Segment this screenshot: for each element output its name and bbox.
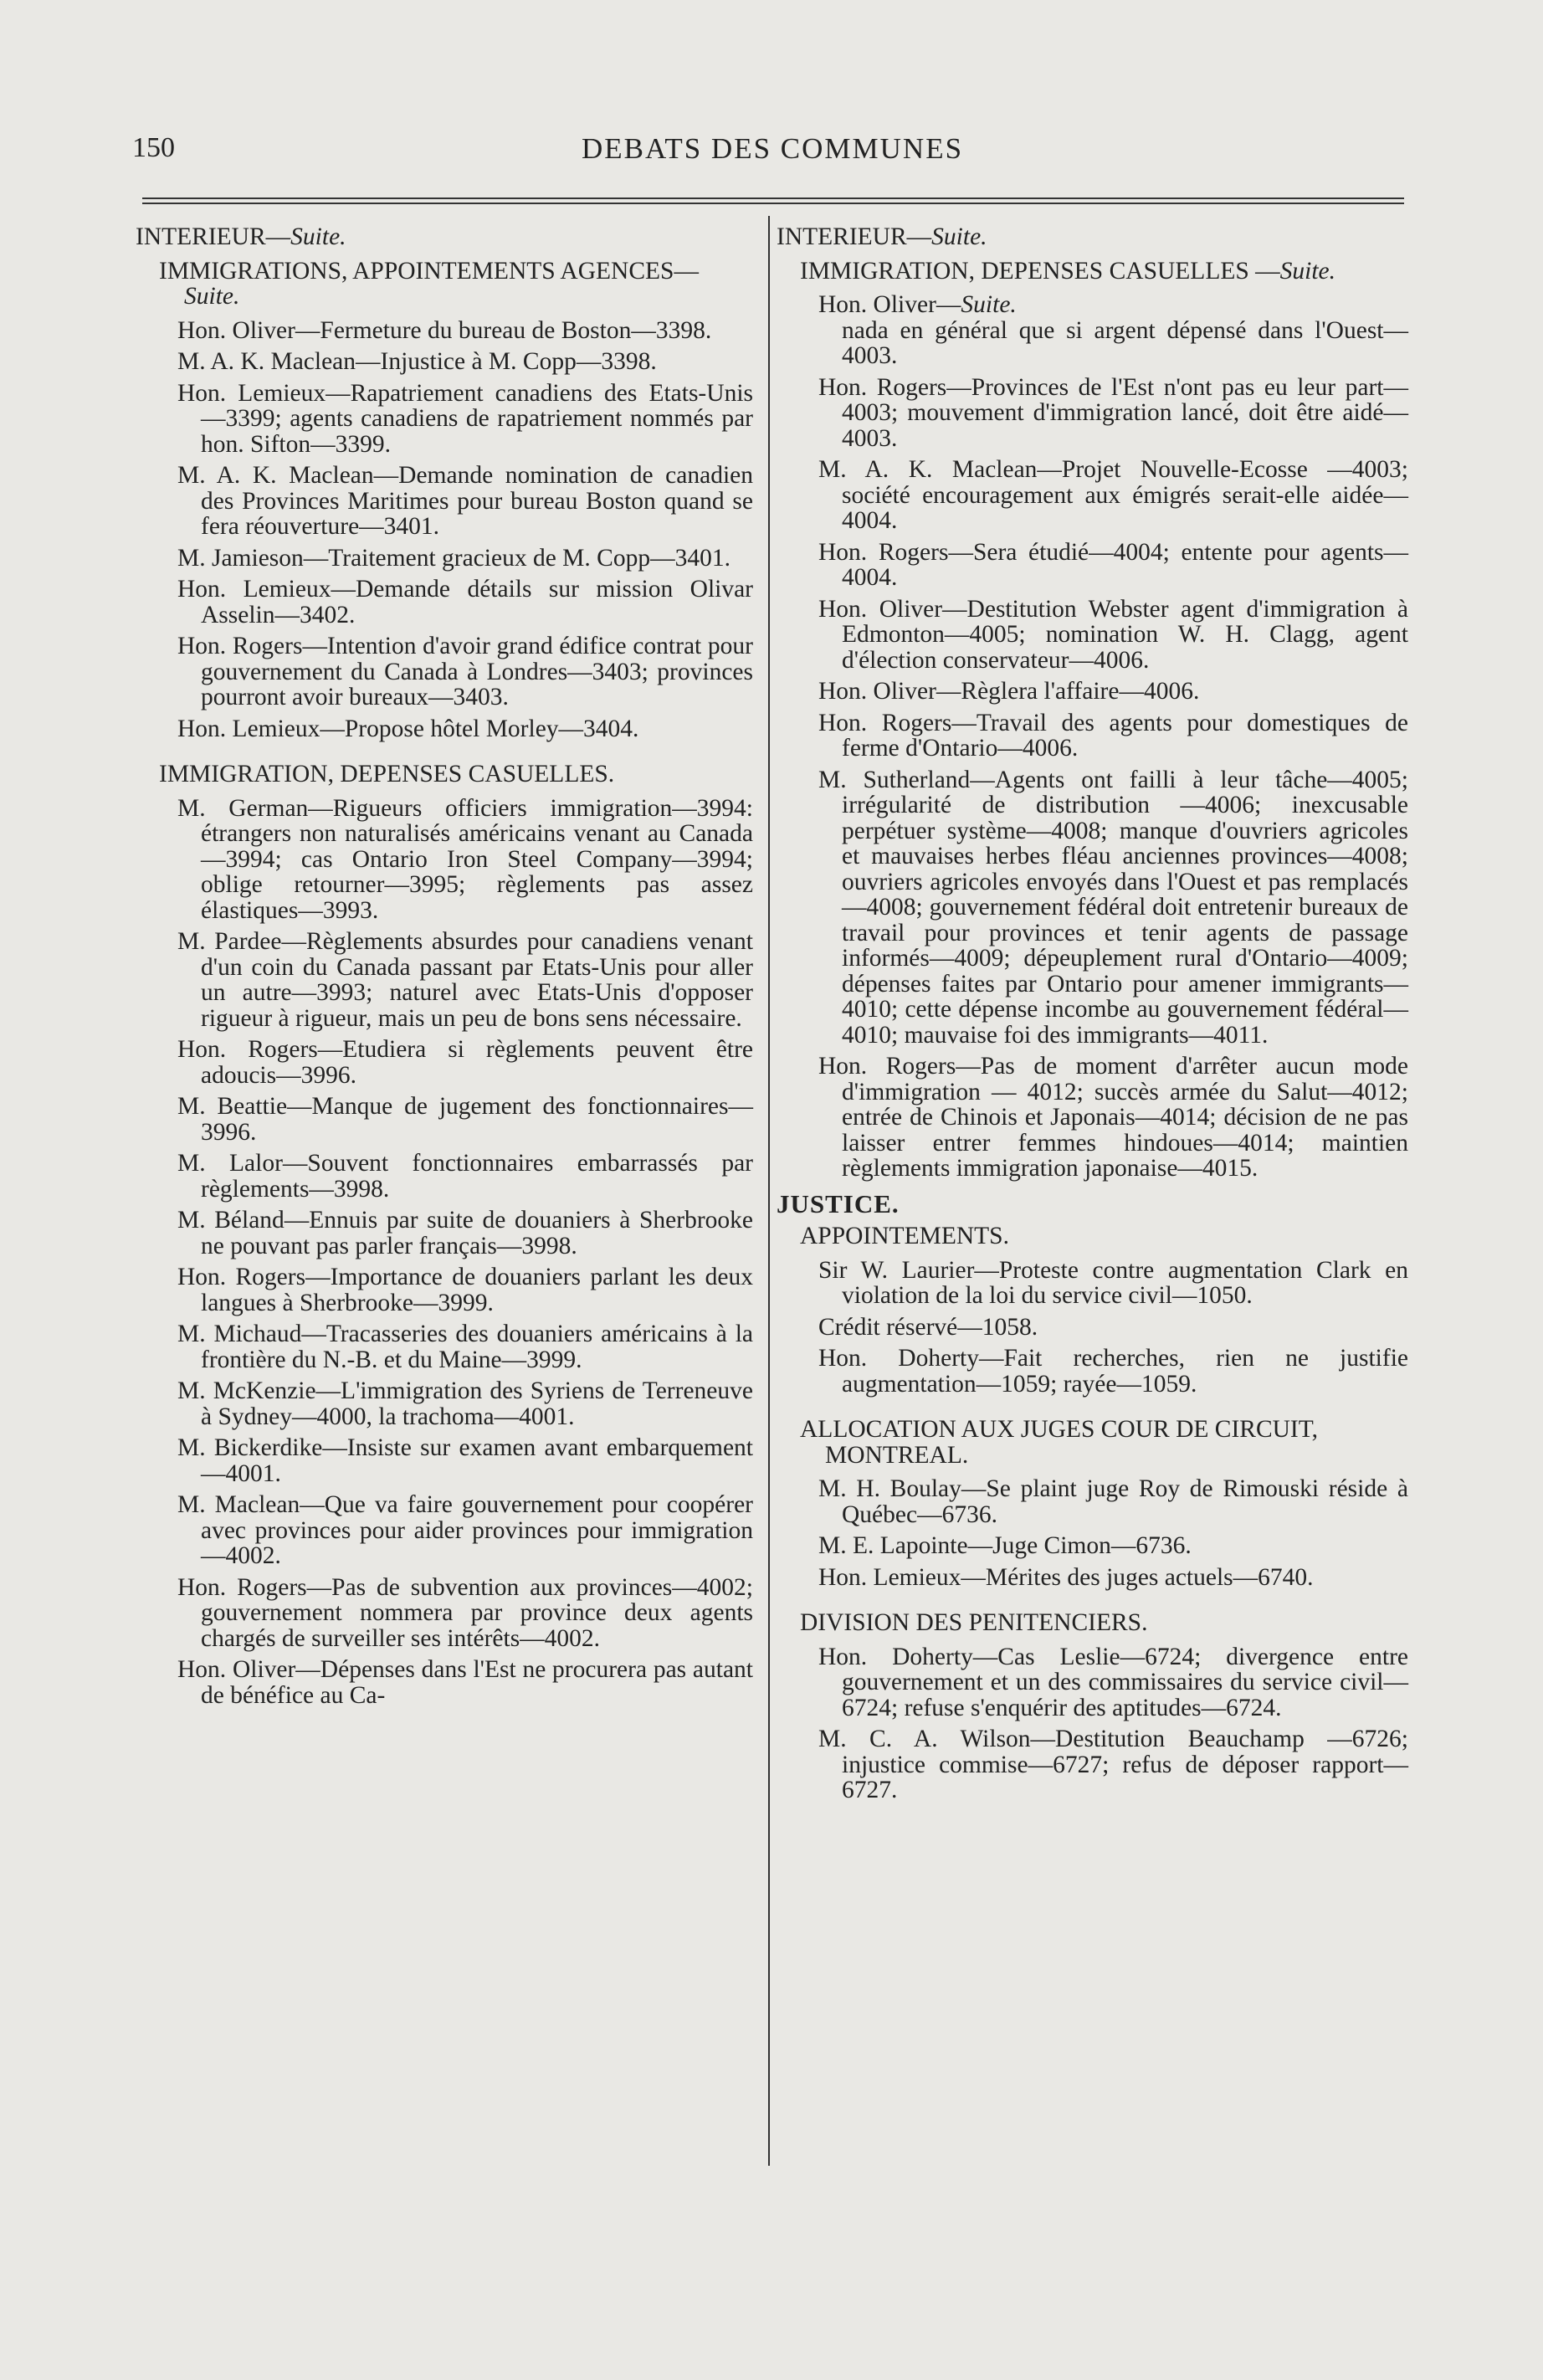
list-item: Hon. Rogers—Pas de moment d'arrêter aucun mode d'immigration — 4012; succès armée du Salut—4012; entrée de Chinois et Japonais—4014; décision de ne pas laisser entrer femmes hindoues—4014; maintien règlements immigration japonaise—4015.	[818, 1053, 1408, 1182]
entry-list	[777, 292, 1408, 1182]
entry-list	[777, 1258, 1408, 1398]
list-item: M. H. Boulay—Se plaint juge Roy de Rimouski réside à Québec—6736.	[818, 1475, 1408, 1528]
list-item: Hon. Oliver—Fermeture du bureau de Boston—3398.	[177, 316, 712, 344]
list-item: Hon. Lemieux—Rapatriement canadiens des Etats-Unis—3399; agents canadiens de rapatriement nommés par hon. Sifton—3399.	[177, 379, 753, 458]
list-item: Hon. Rogers—Sera étudié—4004; entente pour agents—4004.	[818, 538, 1408, 591]
left-column	[136, 224, 753, 1714]
list-item: Hon. Lemieux—Demande détails sur mission Olivar Asselin—3402.	[177, 576, 753, 628]
list-item: Hon. Rogers—Intention d'avoir grand édifice contrat pour gouvernement du Canada à Londres—3403; provinces pourront avoir bureaux—3403.	[177, 633, 753, 710]
list-item: Hon. Rogers—Travail des agents pour domestiques de ferme d'Ontario—4006.	[818, 709, 1408, 762]
list-item: Hon. Doherty—Fait recherches, rien ne justifie augmentation—1059; rayée—1059.	[818, 1345, 1408, 1398]
list-item: Hon. Oliver—Dépenses dans l'Est ne procurera pas autant de bénéfice au Ca-	[177, 1656, 753, 1709]
subsection-heading: DIVISION DES PENITENCIERS.	[800, 1609, 1148, 1636]
list-item: Hon. Rogers—Provinces de l'Est n'ont pas eu leur part—4003; mouvement d'immigration lancé, doit être aidé—4003.	[818, 373, 1408, 452]
list-item: M. C. A. Wilson—Destitution Beauchamp —6726; injustice commise—6727; refus de déposer rapport—6727.	[818, 1726, 1408, 1803]
list-item: Hon. Oliver—Destitution Webster agent d'immigration à Edmonton—4005; nomination W. H. Clagg, agent d'élection conservateur—4006.	[818, 595, 1408, 674]
section-heading: INTERIEUR—Suite.	[777, 223, 987, 250]
entry-list	[136, 796, 753, 1709]
page-header	[132, 126, 1412, 176]
section-heading: INTERIEUR—Suite.	[136, 223, 346, 250]
list-item: M. Beattie—Manque de jugement des fonctionnaires—3996.	[177, 1093, 753, 1146]
list-item: M. Pardee—Règlements absurdes pour canadiens venant d'un coin du Canada passant par Etats-Unis pour aller un autre—3993; naturel avec Etats-Unis d'opposer rigueur à rigueur, mais un peu de bons sens nécessaire.	[177, 928, 753, 1032]
entry-list	[777, 1476, 1408, 1590]
list-item: M. Sutherland—Agents ont failli à leur tâche—4005; irrégularité de distribution —4006; inexcusable perpétuer système—4008; manque d'ouvriers agricoles et mauvaises herbes fléau anciennes provinces—4008; ouvriers agricoles envoyés dans l'Ouest et pas remplacés—4008; gouvernement fédéral doit entretenir bureaux de travail pour provinces et tenir agents de passage informés—4009; dépeuplement rural d'Ontario—4009; dépenses faites par Ontario pour amener immigrants—4010; cette dépense incombe au gouvernement fédéral—4010; mauvaise foi des immigrants—4011.	[818, 766, 1408, 1049]
list-item: M. Bickerdike—Insiste sur examen avant embarquement—4001.	[177, 1434, 753, 1487]
subsection-heading: APPOINTEMENTS.	[800, 1223, 1009, 1249]
entry-list	[777, 1644, 1408, 1803]
subsection-heading: IMMIGRATION, DEPENSES CASUELLES —Suite.	[800, 257, 1336, 285]
list-item: M. Béland—Ennuis par suite de douaniers à Sherbrooke ne pouvant pas parler français—3998.	[177, 1207, 753, 1259]
list-item: Hon. Lemieux—Propose hôtel Morley—3404.	[177, 715, 639, 742]
page-number: 150	[132, 132, 175, 163]
list-item: M. Maclean—Que va faire gouvernement pour coopérer avec provinces pour aider provinces pour immigration—4002.	[177, 1491, 753, 1569]
entry-list	[136, 318, 753, 742]
list-item: M. A. K. Maclean—Projet Nouvelle-Ecosse —4003; société encouragement aux émigrés serait-elle aidée—4004.	[818, 456, 1408, 534]
list-item: M. Lalor—Souvent fonctionnaires embarrassés par règlements—3998.	[177, 1150, 753, 1203]
list-item: Hon. Oliver—Suite. nada en général que si argent dépensé dans l'Ouest—4003.	[818, 291, 1408, 369]
list-item: Hon. Lemieux—Mérites des juges actuels—6740.	[818, 1563, 1314, 1591]
list-item: Hon. Rogers—Pas de subvention aux provinces—4002; gouvernement nommera par province deux agents chargés de surveiller ses intérêts—4002.	[177, 1573, 753, 1652]
list-item: M. A. K. Maclean—Demande nomination de canadien des Provinces Maritimes pour bureau Boston quand se fera réouverture—3401.	[177, 462, 753, 540]
subsection-heading: IMMIGRATION, DEPENSES CASUELLES.	[159, 761, 615, 787]
header-rule-top	[142, 197, 1404, 199]
list-item: Sir W. Laurier—Proteste contre augmentation Clark en violation de la loi du service civil—1050.	[818, 1256, 1408, 1309]
page-title: DEBATS DES COMMUNES	[581, 132, 964, 165]
list-item: Hon. Rogers—Etudiera si règlements peuvent être adoucis—3996.	[177, 1036, 753, 1089]
right-column	[777, 224, 1408, 1809]
list-item: M. McKenzie—L'immigration des Syriens de Terreneuve à Sydney—4000, la trachoma—4001.	[177, 1377, 753, 1430]
list-item: M. Jamieson—Traitement gracieux de M. Copp—3401.	[177, 544, 730, 572]
list-item: M. Michaud—Tracasseries des douaniers américains à la frontière du N.-B. et du Maine—3999.	[177, 1321, 753, 1373]
subsection-heading: ALLOCATION AUX JUGES COUR DE CIRCUIT, MONTREAL.	[800, 1416, 1318, 1469]
list-item: Hon. Oliver—Règlera l'affaire—4006.	[818, 678, 1200, 705]
column-divider	[768, 216, 770, 2166]
justice-heading: JUSTICE.	[777, 1188, 900, 1218]
list-item: Hon. Rogers—Importance de douaniers parlant les deux langues à Sherbrooke—3999.	[177, 1264, 753, 1316]
list-item: Crédit réservé—1058.	[818, 1313, 1038, 1341]
list-item: M. E. Lapointe—Juge Cimon—6736.	[818, 1532, 1192, 1559]
list-item: M. German—Rigueurs officiers immigration—3994: étrangers non naturalisés américains venant au Canada—3994; cas Ontario Iron Steel Company—3994; oblige retourner—3995; règlements pas assez élastiques—3993.	[177, 794, 753, 924]
list-item: M. A. K. Maclean—Injustice à M. Copp—3398.	[177, 348, 657, 375]
header-rule-bottom	[142, 203, 1404, 204]
subsection-heading: IMMIGRATIONS, APPOINTEMENTS AGENCES—Suite.	[159, 257, 699, 310]
list-item: Hon. Doherty—Cas Leslie—6724; divergence entre gouvernement et un des commissaires du service civil—6724; refuse s'enquérir des aptitudes—6724.	[818, 1643, 1408, 1721]
